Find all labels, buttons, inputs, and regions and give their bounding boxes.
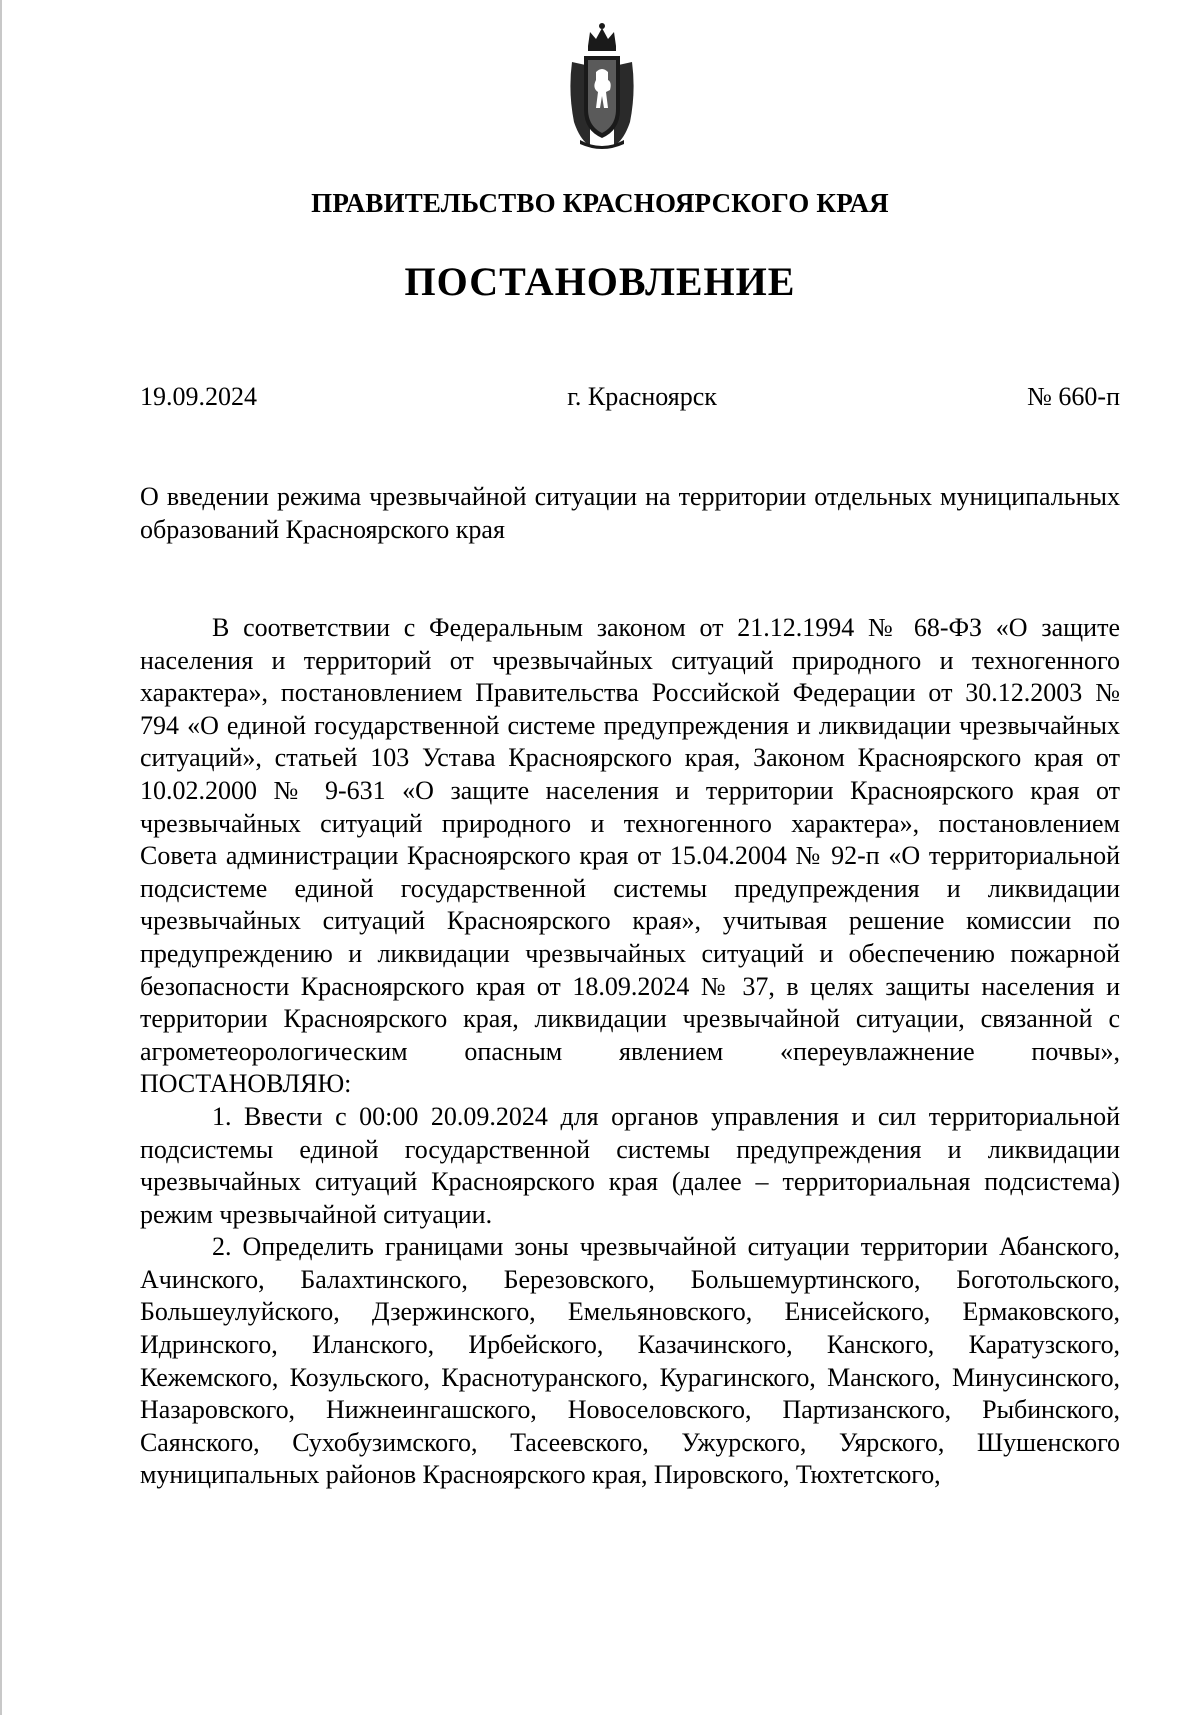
document-type-title: ПОСТАНОВЛЕНИЕ bbox=[404, 259, 796, 304]
document-subject: О введении режима чрезвычайной ситуации на территории отдельных муниципальных образований Красноярского края bbox=[140, 482, 1120, 544]
document-meta-row bbox=[140, 382, 1120, 412]
organization-title: ПРАВИТЕЛЬСТВО КРАСНОЯРСКОГО КРАЯ bbox=[311, 188, 889, 218]
document-date: 19.09.2024 bbox=[140, 382, 257, 411]
paragraph-preamble: В соответствии с Федеральным законом от 21.12.1994 № 68-ФЗ «О защите населения и территорий от чрезвычайных ситуаций природного и техногенного характера», постановлением Правительства Российской Федерации от 30.12.2003 № 794 «О единой государственной системе предупреждения и ликвидации чрезвычайных ситуаций», статьей 103 Устава Красноярского края, Законом Красноярского края от 10.02.2000 № 9-631 «О защите населения и территории Красноярского края от чрезвычайных ситуаций природного и техногенного характера», постановлением Совета администрации Красноярского края от 15.04.2004 № 92-п «О территориальной подсистеме единой государственной системы предупреждения и ликвидации чрезвычайных ситуаций Красноярского края», учитывая решение комиссии по предупреждению и ликвидации чрезвычайных ситуаций и обеспечению пожарной безопасности Красноярского края от 18.09.2024 № 37, в целях защиты населения и территории Красноярского края, ликвидации чрезвычайной ситуации, связанной с агрометеорологическим опасным явлением «переувлажнение почвы», ПОСТАНОВЛЯЮ: bbox=[140, 613, 1120, 1099]
paragraph-item-1: 1. Ввести с 00:00 20.09.2024 для органов управления и сил территориальной подсистемы единой государственной системы предупреждения и ликвидации чрезвычайных ситуаций Красноярского края (далее – территориальная подсистема) режим чрезвычайной ситуации. bbox=[140, 1101, 1120, 1229]
document-body bbox=[140, 612, 1120, 1492]
document-city: г. Красноярск bbox=[567, 382, 717, 411]
document-number: № 660-п bbox=[1027, 382, 1120, 411]
krasnoyarsk-coat-of-arms-icon bbox=[566, 22, 638, 152]
paragraph-item-2: 2. Определить границами зоны чрезвычайной ситуации территории Абанского, Ачинского, Балахтинского, Березовского, Большемуртинского, Боготольского, Большеулуйского, Дзержинского, Емельяновского, Енисейского, Ермаковского, Идринского, Иланского, Ирбейского, Казачинского, Канского, Каратузского, Кежемского, Козульского, Краснотуранского, Курагинского, Манского, Минусинского, Назаровского, Нижнеингашского, Новоселовского, Партизанского, Рыбинского, Саянского, Сухобузимского, Тасеевского, Ужурского, Уярского, Шушенского муниципальных районов Красноярского края, Пировского, Тюхтетского, bbox=[140, 1232, 1120, 1490]
